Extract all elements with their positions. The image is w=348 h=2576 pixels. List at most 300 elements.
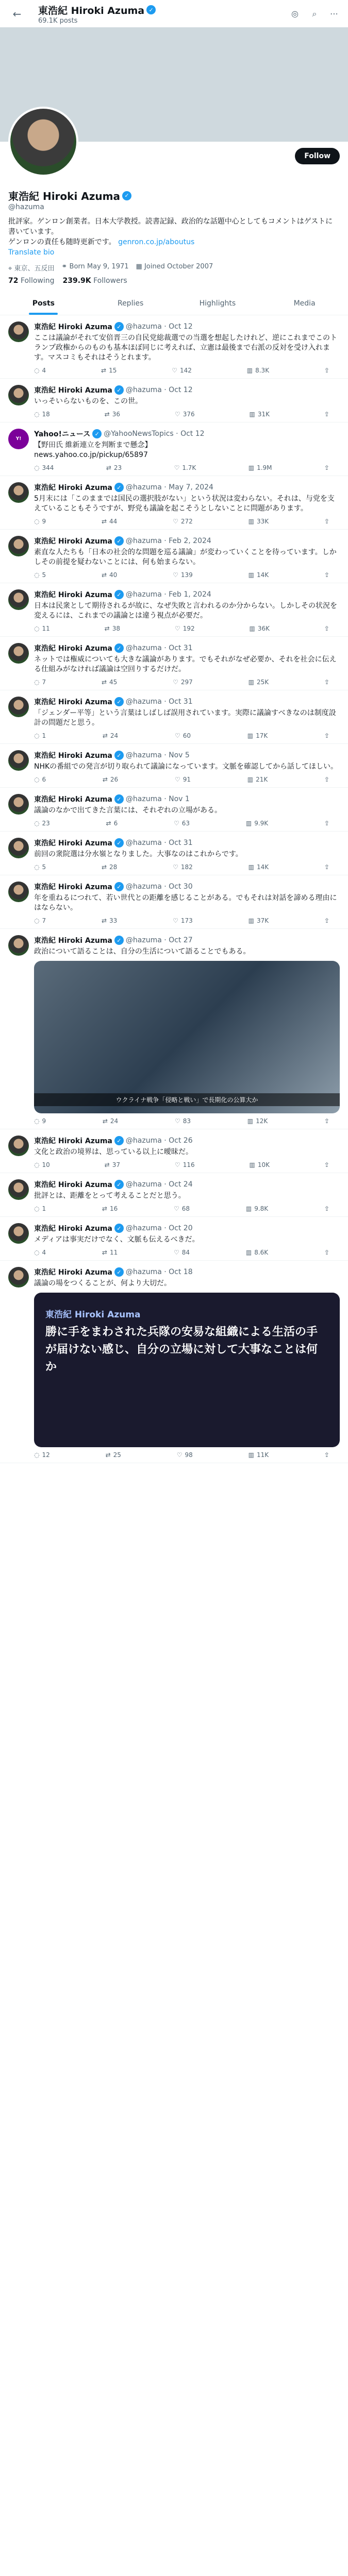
like-button[interactable] bbox=[175, 732, 191, 739]
tweet-avatar[interactable] bbox=[8, 482, 29, 503]
tweet[interactable] bbox=[0, 1261, 348, 1463]
tweet-media-card[interactable] bbox=[34, 1293, 340, 1447]
like-count: 98 bbox=[185, 1451, 193, 1459]
views-button[interactable] bbox=[246, 820, 268, 827]
views-icon: ▥ bbox=[249, 625, 255, 632]
reply-button[interactable] bbox=[34, 732, 46, 739]
views-count: 9.9K bbox=[254, 820, 269, 827]
tweet-text: 素直な人たちも「日本の社会的な問題を巡る議論」が変わっていくことを待っています。しかしその前提を疑わないことには、何も始まらない。 bbox=[34, 548, 337, 566]
repost-button[interactable] bbox=[103, 1117, 118, 1125]
joined-text: Joined October 2007 bbox=[144, 263, 213, 270]
tweet[interactable] bbox=[0, 476, 348, 530]
tweet-avatar[interactable] bbox=[8, 1136, 29, 1156]
tweet-header bbox=[34, 589, 340, 600]
share-button[interactable] bbox=[324, 464, 329, 471]
heart-icon: ♡ bbox=[174, 411, 180, 418]
reply-button[interactable] bbox=[34, 411, 50, 418]
reply-icon: ◌ bbox=[34, 571, 40, 579]
share-button[interactable] bbox=[324, 625, 329, 632]
share-button[interactable] bbox=[324, 571, 329, 579]
reply-icon: ◌ bbox=[34, 518, 40, 525]
repost-button[interactable] bbox=[102, 917, 117, 924]
verified-icon: ✓ bbox=[114, 483, 124, 492]
verified-icon: ✓ bbox=[146, 5, 156, 14]
like-button[interactable] bbox=[177, 1451, 193, 1459]
like-count: 192 bbox=[183, 625, 195, 632]
location-text: 東京、五反田 bbox=[14, 265, 55, 273]
reply-button[interactable] bbox=[34, 1117, 46, 1125]
views-count: 11K bbox=[256, 1451, 269, 1459]
tweet-actions bbox=[34, 1451, 340, 1459]
tweet-meta: @hazuma · Oct 26 bbox=[125, 1137, 193, 1145]
tweet-header bbox=[34, 643, 340, 653]
tweet-avatar[interactable]: Y! bbox=[8, 429, 29, 449]
like-count: 272 bbox=[180, 518, 193, 525]
reply-count: 1 bbox=[42, 732, 46, 739]
tweet-avatar[interactable] bbox=[8, 1179, 29, 1200]
reply-button[interactable] bbox=[34, 776, 46, 783]
profile-name bbox=[8, 188, 340, 203]
tab-posts[interactable]: Posts bbox=[0, 292, 87, 315]
tweet-header bbox=[34, 1223, 340, 1233]
like-count: 376 bbox=[183, 411, 195, 418]
tweet-actions bbox=[34, 1205, 340, 1212]
repost-button[interactable] bbox=[102, 518, 117, 525]
tweet-header bbox=[34, 1179, 340, 1190]
share-button[interactable] bbox=[324, 1249, 329, 1256]
repost-button[interactable] bbox=[102, 679, 117, 686]
reply-count: 12 bbox=[42, 1451, 50, 1459]
tweet[interactable] bbox=[0, 583, 348, 637]
share-button[interactable] bbox=[324, 1205, 329, 1212]
reply-count: 23 bbox=[42, 820, 50, 827]
tweet-meta: @hazuma · Oct 12 bbox=[125, 386, 193, 394]
tweet[interactable] bbox=[0, 744, 348, 788]
verified-icon: ✓ bbox=[114, 697, 124, 706]
like-button[interactable] bbox=[173, 863, 193, 871]
reply-button[interactable] bbox=[34, 464, 54, 471]
repost-icon: ⇄ bbox=[101, 571, 107, 579]
tweet-avatar[interactable] bbox=[8, 1267, 29, 1287]
repost-icon: ⇄ bbox=[101, 367, 107, 374]
like-button[interactable] bbox=[175, 1117, 191, 1125]
header-post-count: 69.1K posts bbox=[38, 16, 78, 25]
views-button[interactable] bbox=[248, 679, 269, 686]
like-button[interactable] bbox=[173, 518, 193, 525]
reply-count: 9 bbox=[42, 518, 46, 525]
views-icon: ▥ bbox=[247, 732, 254, 739]
share-icon: ⇪ bbox=[324, 411, 329, 418]
share-button[interactable] bbox=[324, 1451, 329, 1459]
views-button[interactable] bbox=[250, 1161, 270, 1168]
tweet-author-name[interactable]: 東浩紀 Hiroki Azuma bbox=[34, 386, 112, 395]
like-button[interactable] bbox=[175, 776, 191, 783]
tweet-author-name[interactable]: 東浩紀 Hiroki Azuma bbox=[34, 537, 112, 546]
reply-button[interactable] bbox=[34, 679, 46, 686]
reply-button[interactable] bbox=[34, 917, 46, 924]
tweet[interactable] bbox=[0, 1129, 348, 1173]
repost-icon: ⇄ bbox=[104, 625, 110, 632]
tweet-text: 5月末には「このままでは国民の選択肢がない」という状況は変わらない。それは、与党を支えていることもそうですが、野党も議論を起こそうとしないことに問題があります。 bbox=[34, 495, 335, 513]
reply-count: 10 bbox=[42, 1161, 50, 1168]
views-button[interactable] bbox=[248, 518, 269, 525]
profile-meta bbox=[8, 263, 340, 273]
tweet-author-name[interactable]: 東浩紀 Hiroki Azuma bbox=[34, 752, 112, 760]
like-button[interactable] bbox=[175, 411, 195, 418]
back-arrow-icon[interactable]: ← bbox=[12, 7, 22, 20]
views-button[interactable] bbox=[248, 1451, 269, 1459]
reply-button[interactable] bbox=[34, 863, 46, 871]
repost-button[interactable] bbox=[102, 571, 117, 579]
tweet-body bbox=[34, 697, 340, 739]
joined-date bbox=[136, 263, 213, 273]
views-button[interactable] bbox=[246, 1249, 268, 1256]
views-count: 21K bbox=[256, 776, 268, 783]
share-button[interactable] bbox=[324, 367, 329, 374]
tweet-avatar[interactable] bbox=[8, 882, 29, 902]
like-button[interactable] bbox=[174, 464, 196, 471]
views-button[interactable] bbox=[247, 367, 269, 374]
tweet[interactable] bbox=[0, 788, 348, 832]
grok-icon[interactable]: ◎ bbox=[291, 9, 299, 19]
tweet-text: 日本は民衆として期待されるが故に、なぜ失敗と言われるのか分からない。しかしその状況を変えるには、これまでの議論とは違う視点が必要だ。 bbox=[34, 602, 337, 620]
tweet-author-name[interactable]: Yahoo!ニュース bbox=[34, 430, 91, 438]
repost-icon: ⇄ bbox=[104, 1161, 110, 1168]
tweet[interactable] bbox=[0, 1217, 348, 1261]
tweet-avatar[interactable] bbox=[8, 935, 29, 956]
birthdate-text: Born May 9, 1971 bbox=[69, 263, 129, 270]
reply-icon: ◌ bbox=[34, 917, 40, 924]
repost-count: 26 bbox=[110, 776, 119, 783]
location-icon: ⌖ bbox=[8, 265, 12, 273]
following-label: Following bbox=[20, 277, 55, 285]
repost-button[interactable] bbox=[106, 1451, 121, 1459]
reply-count: 9 bbox=[42, 1117, 46, 1125]
like-count: 68 bbox=[181, 1205, 190, 1212]
tweet-avatar[interactable] bbox=[8, 589, 29, 610]
like-count: 297 bbox=[180, 679, 193, 686]
reply-count: 1 bbox=[42, 1205, 46, 1212]
views-icon: ▥ bbox=[248, 571, 254, 579]
tweet[interactable] bbox=[0, 637, 348, 690]
tweet-body bbox=[34, 882, 340, 924]
reply-button[interactable] bbox=[34, 820, 50, 827]
views-icon: ▥ bbox=[248, 679, 254, 686]
tweet-meta: @hazuma · Oct 30 bbox=[125, 883, 193, 891]
like-button[interactable] bbox=[173, 917, 193, 924]
share-button[interactable] bbox=[324, 1161, 329, 1168]
views-count: 8.3K bbox=[255, 367, 270, 374]
tweet-header bbox=[34, 482, 340, 493]
like-button[interactable] bbox=[173, 679, 193, 686]
views-count: 1.9M bbox=[257, 464, 272, 471]
tweet-actions bbox=[34, 1161, 340, 1168]
share-icon: ⇪ bbox=[324, 1249, 329, 1256]
views-icon: ▥ bbox=[248, 917, 254, 924]
repost-button[interactable] bbox=[105, 411, 120, 418]
views-icon: ▥ bbox=[249, 411, 255, 418]
reply-button[interactable] bbox=[34, 1205, 46, 1212]
bio-link[interactable]: genron.co.jp/aboutus bbox=[118, 238, 195, 246]
heart-icon: ♡ bbox=[172, 367, 177, 374]
card-lead: 東浩紀 Hiroki Azuma bbox=[45, 1310, 141, 1320]
views-button[interactable] bbox=[247, 732, 268, 739]
like-button[interactable] bbox=[175, 625, 195, 632]
tweet-meta: @hazuma · Nov 1 bbox=[125, 795, 190, 803]
reply-icon: ◌ bbox=[34, 625, 40, 632]
views-icon: ▥ bbox=[248, 518, 254, 525]
like-button[interactable] bbox=[174, 1205, 190, 1212]
tweet-author-name[interactable]: 東浩紀 Hiroki Azuma bbox=[34, 645, 112, 653]
repost-button[interactable] bbox=[106, 464, 122, 471]
reply-button[interactable] bbox=[34, 1249, 46, 1256]
media-caption: ウクライナ戦争「侵略と戦い」で長期化の公算大か bbox=[34, 1093, 340, 1106]
views-button[interactable] bbox=[248, 571, 269, 579]
tweet-actions bbox=[34, 625, 340, 632]
share-button[interactable] bbox=[324, 917, 329, 924]
share-button[interactable] bbox=[324, 776, 329, 783]
repost-icon: ⇄ bbox=[102, 776, 108, 783]
header-name-text: 東浩紀 Hiroki Azuma bbox=[38, 5, 145, 16]
repost-count: 37 bbox=[112, 1161, 121, 1168]
tab-replies[interactable]: Replies bbox=[117, 299, 144, 308]
tweet-author-name[interactable]: 東浩紀 Hiroki Azuma bbox=[34, 484, 112, 492]
like-button[interactable] bbox=[174, 820, 190, 827]
share-button[interactable] bbox=[324, 679, 329, 686]
heart-icon: ♡ bbox=[174, 732, 180, 739]
share-icon: ⇪ bbox=[324, 367, 329, 374]
tweet-text: メディアは事実だけでなく、文脈も伝えるべきだ。 bbox=[34, 1235, 200, 1244]
views-button[interactable] bbox=[247, 1117, 268, 1125]
tweet-actions bbox=[34, 518, 340, 525]
heart-icon: ♡ bbox=[174, 1161, 180, 1168]
share-button[interactable] bbox=[324, 863, 329, 871]
tweet-actions bbox=[34, 917, 340, 924]
share-icon: ⇪ bbox=[324, 571, 329, 579]
verified-icon: ✓ bbox=[114, 794, 124, 804]
repost-button[interactable] bbox=[101, 367, 117, 374]
repost-count: 44 bbox=[109, 518, 118, 525]
tweet-text: 前回の衆院選は分水嶺となりました。大事なのはこれからです。 bbox=[34, 850, 243, 858]
followers-link[interactable] bbox=[63, 277, 127, 285]
balloon-icon: ⚭ bbox=[61, 263, 68, 270]
like-button[interactable] bbox=[172, 367, 192, 374]
tweet-header bbox=[34, 794, 340, 804]
reply-count: 7 bbox=[42, 917, 46, 924]
tweet-avatar[interactable] bbox=[8, 697, 29, 717]
tweet-author-name[interactable]: 東浩紀 Hiroki Azuma bbox=[34, 1225, 112, 1233]
views-button[interactable] bbox=[248, 917, 269, 924]
reply-button[interactable] bbox=[34, 518, 46, 525]
tweet-body bbox=[34, 1223, 340, 1256]
reply-button[interactable] bbox=[34, 571, 46, 579]
verified-icon: ✓ bbox=[114, 936, 124, 945]
following-link[interactable] bbox=[8, 277, 55, 285]
tweet-avatar[interactable] bbox=[8, 1223, 29, 1244]
profile-avatar[interactable] bbox=[8, 107, 78, 177]
repost-button[interactable] bbox=[102, 1249, 118, 1256]
tweet-author-name[interactable]: 東浩紀 Hiroki Azuma bbox=[34, 883, 112, 891]
tweet-avatar[interactable] bbox=[8, 750, 29, 771]
reply-count: 7 bbox=[42, 679, 46, 686]
tweet-meta: @YahooNewsTopics · Oct 12 bbox=[104, 430, 205, 438]
tweet-actions bbox=[34, 732, 340, 739]
repost-count: 24 bbox=[110, 732, 119, 739]
tweet-body bbox=[34, 1136, 340, 1168]
share-icon: ⇪ bbox=[324, 1161, 329, 1168]
tweet-author-name[interactable]: 東浩紀 Hiroki Azuma bbox=[34, 591, 112, 599]
more-icon[interactable]: ⋯ bbox=[330, 9, 338, 19]
views-icon: ▥ bbox=[245, 1205, 252, 1212]
heart-icon: ♡ bbox=[174, 820, 179, 827]
tweet[interactable] bbox=[0, 832, 348, 875]
repost-count: 40 bbox=[109, 571, 118, 579]
reply-icon: ◌ bbox=[34, 679, 40, 686]
share-icon: ⇪ bbox=[324, 1205, 329, 1212]
tweet[interactable] bbox=[0, 530, 348, 583]
tweet-avatar[interactable] bbox=[8, 643, 29, 664]
repost-button[interactable] bbox=[102, 1205, 118, 1212]
tweet-author-name[interactable]: 東浩紀 Hiroki Azuma bbox=[34, 698, 112, 706]
like-count: 182 bbox=[180, 863, 193, 871]
repost-button[interactable] bbox=[103, 732, 118, 739]
like-button[interactable] bbox=[173, 571, 193, 579]
calendar-icon: ▦ bbox=[136, 263, 142, 270]
reply-button[interactable] bbox=[34, 1451, 50, 1459]
tweet-author-name[interactable]: 東浩紀 Hiroki Azuma bbox=[34, 1181, 112, 1189]
tweet-author-name[interactable]: 東浩紀 Hiroki Azuma bbox=[34, 839, 112, 848]
tweet-author-name[interactable]: 東浩紀 Hiroki Azuma bbox=[34, 1268, 112, 1277]
share-button[interactable] bbox=[324, 1117, 329, 1125]
views-button[interactable] bbox=[246, 1205, 268, 1212]
tweet-header bbox=[34, 750, 340, 760]
views-count: 14K bbox=[256, 863, 269, 871]
like-button[interactable] bbox=[174, 1249, 190, 1256]
share-icon: ⇪ bbox=[324, 625, 329, 632]
tweet-body bbox=[34, 838, 340, 871]
tweet[interactable] bbox=[0, 379, 348, 422]
tweet-author-name[interactable]: 東浩紀 Hiroki Azuma bbox=[34, 795, 112, 804]
tweet-text: 年を重ねるにつれて、若い世代との距離を感じることがある。でもそれは対話を諦める理由にはならない。 bbox=[34, 894, 337, 912]
reply-button[interactable] bbox=[34, 367, 46, 374]
share-icon: ⇪ bbox=[324, 732, 329, 739]
tweet[interactable] bbox=[0, 422, 348, 476]
share-button[interactable] bbox=[324, 411, 329, 418]
follow-button[interactable]: Follow bbox=[295, 148, 340, 164]
verified-icon: ✓ bbox=[122, 191, 131, 200]
tweet-media-image[interactable] bbox=[34, 961, 340, 1113]
views-button[interactable] bbox=[250, 625, 270, 632]
tab-highlights[interactable]: Highlights bbox=[199, 299, 236, 308]
like-count: 142 bbox=[179, 367, 192, 374]
reply-button[interactable] bbox=[34, 625, 50, 632]
views-count: 33K bbox=[256, 518, 269, 525]
tweet[interactable] bbox=[0, 315, 348, 379]
tweet-actions bbox=[34, 464, 340, 471]
tweet-body bbox=[34, 935, 340, 1125]
repost-count: 24 bbox=[110, 1117, 119, 1125]
views-button[interactable] bbox=[247, 776, 268, 783]
views-button[interactable] bbox=[248, 863, 269, 871]
repost-count: 11 bbox=[109, 1249, 118, 1256]
views-count: 17K bbox=[256, 732, 268, 739]
tab-media[interactable]: Media bbox=[293, 299, 316, 308]
reply-button[interactable] bbox=[34, 1161, 50, 1168]
tweet-actions bbox=[34, 367, 340, 374]
tweet-body bbox=[34, 1267, 340, 1459]
reply-count: 4 bbox=[42, 367, 46, 374]
followers-label: Followers bbox=[93, 277, 127, 285]
verified-icon: ✓ bbox=[114, 838, 124, 848]
reply-count: 11 bbox=[42, 625, 50, 632]
tweet[interactable] bbox=[0, 929, 348, 1129]
tweet[interactable] bbox=[0, 1173, 348, 1217]
share-button[interactable] bbox=[324, 732, 329, 739]
repost-icon: ⇄ bbox=[101, 917, 107, 924]
repost-icon: ⇄ bbox=[101, 518, 107, 525]
like-button[interactable] bbox=[175, 1161, 195, 1168]
tweet-text: 政治について語ることは、自分の生活について語ることでもある。 bbox=[34, 947, 251, 956]
timeline bbox=[0, 315, 348, 1463]
tweet-actions bbox=[34, 820, 340, 827]
repost-button[interactable] bbox=[102, 863, 117, 871]
tweet-avatar[interactable] bbox=[8, 536, 29, 556]
views-count: 9.8K bbox=[254, 1205, 269, 1212]
share-button[interactable] bbox=[324, 518, 329, 525]
repost-button[interactable] bbox=[106, 820, 118, 827]
search-icon[interactable]: ⌕ bbox=[312, 8, 317, 19]
tweet-text: 文化と政治の境界は、思っている以上に曖昧だ。 bbox=[34, 1148, 193, 1156]
tweet[interactable] bbox=[0, 690, 348, 744]
translate-bio-link[interactable]: Translate bio bbox=[8, 248, 55, 257]
tweet-author-name[interactable]: 東浩紀 Hiroki Azuma bbox=[34, 323, 112, 331]
views-button[interactable] bbox=[250, 411, 270, 418]
reply-count: 5 bbox=[42, 571, 46, 579]
verified-icon: ✓ bbox=[114, 590, 124, 599]
tweet-header bbox=[34, 838, 340, 848]
views-icon: ▥ bbox=[247, 776, 254, 783]
tweet-header bbox=[34, 385, 340, 395]
tweet-header bbox=[34, 1136, 340, 1146]
share-button[interactable] bbox=[324, 820, 329, 827]
tweet-meta: @hazuma · Oct 31 bbox=[125, 698, 193, 706]
tweet-meta: @hazuma · Oct 12 bbox=[125, 323, 193, 331]
repost-button[interactable] bbox=[105, 625, 120, 632]
reply-count: 344 bbox=[42, 464, 54, 471]
tweet-author-name[interactable]: 東浩紀 Hiroki Azuma bbox=[34, 1137, 112, 1145]
tweet-author-name[interactable]: 東浩紀 Hiroki Azuma bbox=[34, 937, 112, 945]
tweet[interactable] bbox=[0, 875, 348, 929]
repost-button[interactable] bbox=[105, 1161, 120, 1168]
tweet-avatar[interactable] bbox=[8, 838, 29, 858]
repost-button[interactable] bbox=[103, 776, 118, 783]
tweet-meta: @hazuma · Feb 1, 2024 bbox=[125, 590, 211, 599]
tweet-body bbox=[34, 589, 340, 632]
tweet-avatar[interactable] bbox=[8, 794, 29, 815]
tweet-actions bbox=[34, 1117, 340, 1125]
share-icon: ⇪ bbox=[324, 863, 329, 871]
tweet-avatar[interactable] bbox=[8, 385, 29, 405]
tweet-body bbox=[34, 750, 340, 783]
repost-count: 6 bbox=[113, 820, 118, 827]
heart-icon: ♡ bbox=[173, 518, 178, 525]
views-button[interactable] bbox=[248, 464, 272, 471]
tweet-avatar[interactable] bbox=[8, 321, 29, 342]
views-count: 14K bbox=[256, 571, 269, 579]
reply-icon: ◌ bbox=[34, 732, 40, 739]
views-icon: ▥ bbox=[245, 820, 252, 827]
tweet-header bbox=[34, 321, 340, 332]
